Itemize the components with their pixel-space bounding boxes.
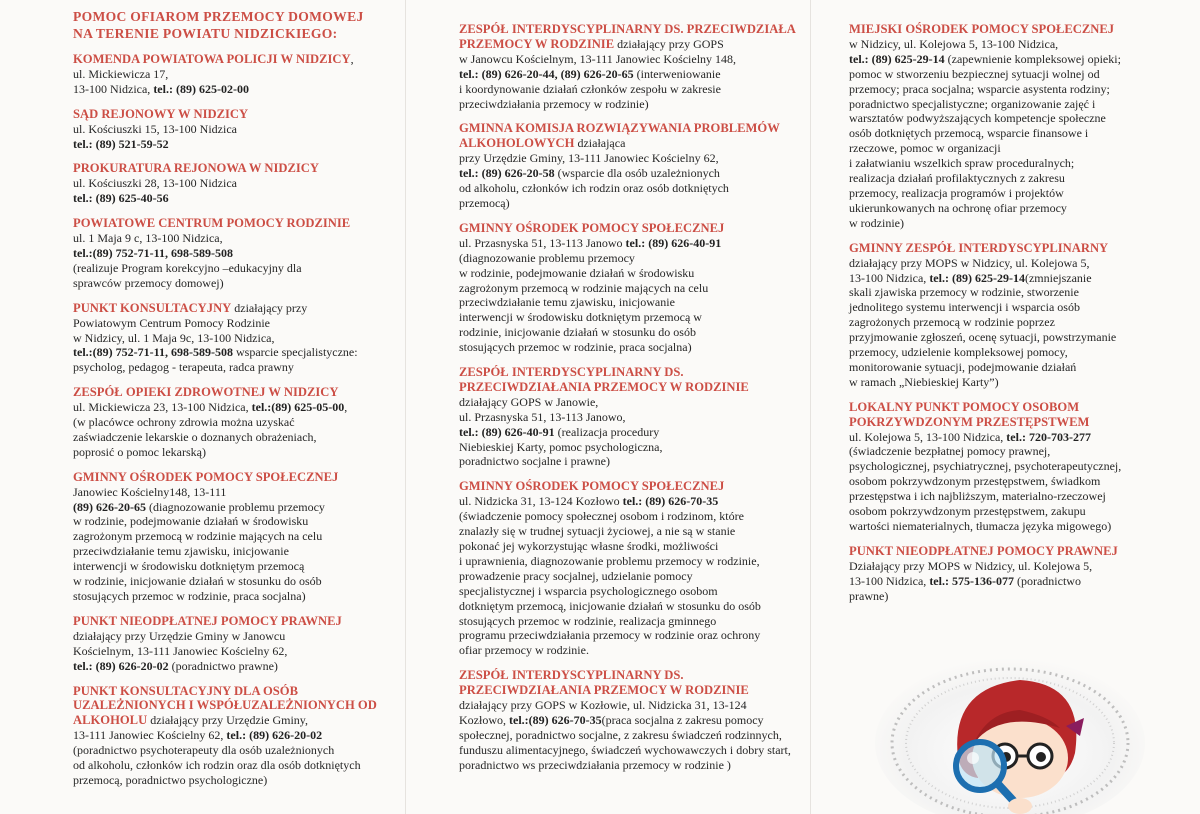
phone-number: (89) 626-20-02 bbox=[95, 658, 169, 673]
phone-number: 575-136-077 bbox=[951, 573, 1014, 588]
institution-address: ul. Przasnyska 51, 13-113 Janowo bbox=[459, 235, 623, 250]
column-2 bbox=[405, 0, 810, 814]
column1-entry-8 bbox=[73, 614, 389, 674]
institution-description: wsparcie specjalistyczne: psycholog, pedagog - terapeuta, radca prawny bbox=[73, 345, 358, 375]
institution-address: w Nidzicy, ul. Kolejowa 5, 13-100 Nidzica, bbox=[849, 36, 1059, 51]
column-1 bbox=[0, 0, 405, 814]
institution-name: ZESPÓŁ INTERDYSCYPLINARNY DS. PRZECIWDZIAŁANIA PRZEMOCY W RODZINIE bbox=[459, 365, 749, 394]
column3-entry-3 bbox=[849, 400, 1150, 534]
column2-entry-6 bbox=[459, 668, 796, 772]
phone-label: tel.: bbox=[226, 728, 250, 743]
institution-description: (realizacja procedury Niebieskiej Karty, pomoc psychologiczna, poradnictwo socjalne i prawne) bbox=[459, 424, 663, 469]
institution-name: ZESPÓŁ INTERDYSCYPLINARNY DS. PRZECIWDZIAŁANIA PRZEMOCY W RODZINIE bbox=[459, 668, 749, 698]
phone-label: tel.: bbox=[459, 424, 482, 439]
institution-name: GMINNY OŚRODEK POMOCY SPOŁECZNEJ bbox=[459, 220, 725, 235]
institution-name: GMINNY ZESPÓŁ INTERDYSCYPLINARNY bbox=[849, 240, 1109, 255]
institution-description: (realizuje Program korekcyjno –edukacyjny dla sprawców przemocy domowej) bbox=[73, 260, 302, 290]
magnifying-glass-girl-icon bbox=[870, 648, 1150, 814]
phone-label: tel.: bbox=[509, 712, 529, 727]
phone-number: (89) 626-40-91 bbox=[648, 235, 722, 250]
column2-entry-4 bbox=[459, 365, 796, 469]
institution-name: LOKALNY PUNKT POMOCY OSOBOM POKRZYWDZONYM PRZESTĘPSTWEM bbox=[849, 399, 1090, 429]
phone-label: tel.: bbox=[459, 166, 482, 181]
column1-entry-3 bbox=[73, 161, 389, 206]
phone-label: tel.: bbox=[153, 81, 176, 96]
phone-number: (89) 626-20-65 bbox=[73, 499, 146, 514]
institution-name: GMINNA KOMISJA ROZWIĄZYWANIA PROBLEMÓW ALKOHOLOWYCH bbox=[459, 121, 780, 151]
phone-number: (89) 625-40-56 bbox=[95, 191, 169, 206]
phone-number: 720-703-277 bbox=[1028, 429, 1091, 444]
institution-description: (zmniejszanie skali zjawiska przemocy w rodzinie, stworzenie jednolitego systemu interwencji i wsparcia osób zagrożonych przemocą w rodzinie poprzez przyjmowanie zgłoszeń, ocenę sytuacji, powstrzymanie przemocy, udzielenie kompleksowej pomocy, monitorowanie sytuacji, podejmowanie działań w ramach „Niebieskiej Karty”) bbox=[849, 270, 1117, 389]
institution-name: ZESPÓŁ OPIEKI ZDROWOTNEJ W NIDZICY bbox=[73, 385, 339, 400]
institution-address: działający przy Powiatowym Centrum Pomocy Rodzinie w Nidzicy, ul. 1 Maja 9c, 13-100 Nidzica, bbox=[73, 300, 308, 345]
phone-label: tel.: bbox=[73, 345, 93, 360]
column1-entry-4 bbox=[73, 216, 389, 291]
phone-number: (89) 626-40-91 bbox=[481, 424, 555, 439]
column-3-entries bbox=[849, 22, 1150, 604]
phone-number: (89) 521-59-52 bbox=[95, 136, 169, 151]
column1-entry-7 bbox=[73, 470, 389, 604]
institution-address: działający przy Urzędzie Gminy, 13-111 Janowiec Kościelny 62, bbox=[73, 713, 308, 743]
institution-description: (wsparcie dla osób uzależnionych od alkoholu, członków ich rodzin oraz osób dotkniętych przemocą) bbox=[459, 166, 729, 210]
phone-label: tel.: bbox=[73, 136, 96, 151]
phone-label: tel.: bbox=[459, 66, 482, 81]
column2-entry-3 bbox=[459, 221, 796, 355]
institution-address: ul. Mickiewicza 23, 13-100 Nidzica, bbox=[73, 400, 249, 415]
column3-entry-1 bbox=[849, 22, 1150, 231]
institution-address: działający przy Urzędzie Gminy w Janowcu Kościelnym, 13-111 Janowiec Kościelny 62, bbox=[73, 628, 288, 658]
phone-number: (89) 626-20-58 bbox=[481, 166, 555, 181]
institution-name: GMINNY OŚRODEK POMOCY SPOŁECZNEJ bbox=[73, 469, 339, 484]
phone-label: tel.: bbox=[849, 51, 872, 66]
column1-entry-5 bbox=[73, 301, 389, 376]
institution-address: działająca przy Urzędzie Gminy, 13-111 Janowiec Kościelny 62, bbox=[459, 136, 719, 166]
phone-number: (89) 626-70-35 bbox=[645, 494, 719, 509]
phone-number: (89) 625-29-14 bbox=[871, 51, 945, 66]
institution-address: ul. Kościuszki 15, 13-100 Nidzica bbox=[73, 121, 237, 136]
phone-number: (89) 626-70-35 bbox=[528, 712, 602, 727]
institution-description: (zapewnienie kompleksowej opieki; pomoc w stworzeniu bezpiecznej sytuacji wolnej od przemocy; praca socjalna; wsparcie asystenta rodziny; poradnictwo specjalistyczne; organizowanie zajęć i warsztatów podwyższających kompetencje społeczne osób dotkniętych przemocą, wsparcie finansowe i rzeczowe, pomoc w organizacji i załatwianiu wszelkich spraw proceduralnych; realizacja działań profilaktycznych z zakresu przemocy, realizacja programów i projektów ukierunkowanych na ochronę ofiar przemocy w rodzinie) bbox=[849, 51, 1121, 230]
phone-number: (89) 625-02-00 bbox=[175, 81, 249, 96]
institution-description: (poradnictwo prawne) bbox=[168, 658, 278, 673]
institution-name: KOMENDA POWIATOWA POLICJI W NIDZICY bbox=[73, 52, 351, 66]
column1-entry-1 bbox=[73, 52, 389, 97]
phone-label: tel.: bbox=[625, 235, 649, 250]
institution-description: (poradnictwo psychoterapeuty dla osób uzależnionych od alkoholu, członków ich rodzin oraz dla osób dotkniętych przemocą, poradnictwo psychologiczne) bbox=[73, 743, 361, 787]
institution-description: (interweniowanie i koordynowanie działań członków zespołu w zakresie przeciwdziałania przemocy w rodzinie) bbox=[459, 66, 721, 111]
institution-name: POWIATOWE CENTRUM POMOCY RODZINIE bbox=[73, 216, 351, 231]
phone-number: (89) 752-71-11, 698-589-508 bbox=[92, 345, 233, 360]
column1-entry-9 bbox=[73, 684, 389, 788]
phone-label: tel.: bbox=[929, 573, 952, 588]
institution-address: działający przy GOPS w Janowcu Kościelnym, 13-111 Janowiec Kościelny 148, bbox=[459, 36, 737, 66]
phone-number: (89) 625-29-14 bbox=[951, 270, 1025, 285]
institution-description: (praca socjalna z zakresu pomocy społecznej, poradnictwo socjalne, z zakresu świadczeń rodzinnych, funduszu alimentacyjnego, świadczeń wychowawczych i dobry start, poradnictwo ws przeciwdziałania przemocy w rodzinie ) bbox=[459, 712, 791, 772]
phone-number: (89) 626-20-02 bbox=[249, 728, 323, 743]
phone-number: (89) 625-05-00 bbox=[271, 400, 345, 415]
institution-address: działający przy MOPS w Nidzicy, ul. Kolejowa 5, 13-100 Nidzica, bbox=[849, 255, 1090, 285]
institution-address: działający przy GOPS w Kozłowie, ul. Nidzicka 31, 13-124 Kozłowo, bbox=[459, 698, 747, 727]
institution-name: ZESPÓŁ INTERDYSCYPLINARNY DS. PRZECIWDZIAŁA PRZEMOCY W RODZINIE bbox=[459, 22, 796, 51]
institution-address: ul. Kościuszki 28, 13-100 Nidzica bbox=[73, 176, 237, 191]
phone-label: tel.: bbox=[73, 191, 96, 206]
institution-name: PROKURATURA REJONOWA W NIDZICY bbox=[73, 161, 319, 176]
column3-entry-4 bbox=[849, 544, 1150, 604]
phone-label: tel.: bbox=[622, 494, 646, 509]
phone-number: (89) 626-20-44, (89) 626-20-65 bbox=[481, 66, 634, 81]
phone-label: tel.: bbox=[929, 270, 952, 285]
institution-address: ul. Nidzicka 31, 13-124 Kozłowo bbox=[459, 494, 620, 509]
phone-number: (89) 752-71-11, 698-589-508 bbox=[92, 245, 233, 260]
phone-label: tel.: bbox=[73, 658, 96, 673]
institution-address: , ul. Mickiewicza 17, 13-100 Nidzica, bbox=[73, 52, 354, 96]
column2-entry-2 bbox=[459, 121, 796, 210]
institution-description: (świadczenie pomocy społecznej osobom i rodzinom, które znalazły się w trudnej sytuacji życiowej, a nie są w stanie pokonać jej wykorzystując własne środki, możliwości i uprawnienia, diagnozowanie problemu przemocy w rodzinie, prowadzenie pracy socjalnej, udzielanie pomocy specjalistycznej i wsparcia psychologicznego osobom dotkniętym przemocą, inicjowanie działań w stosunku do osób stosujących przemoc w rodzinie, realizacja gminnego programu przeciwdziałania przemocy w rodzinie oraz ochrony ofiar przemocy w rodzinie. bbox=[459, 509, 761, 658]
column1-entry-6 bbox=[73, 385, 389, 460]
column3-entry-2 bbox=[849, 241, 1150, 390]
institution-name: GMINNY OŚRODEK POMOCY SPOŁECZNEJ bbox=[459, 479, 725, 494]
institution-name: SĄD REJONOWY W NIDZICY bbox=[73, 106, 249, 121]
phone-label: tel.: bbox=[73, 245, 93, 260]
institution-address: ul. Kolejowa 5, 13-100 Nidzica, bbox=[849, 429, 1004, 444]
institution-address: Janowiec Kościelny148, 13-111 bbox=[73, 484, 227, 499]
institution-name: PUNKT KONSULTACYJNY bbox=[73, 300, 232, 315]
column-2-entries bbox=[459, 22, 796, 773]
leaflet-heading: POMOC OFIAROM PRZEMOCY DOMOWEJ NA TERENIE POWIATU NIDZICKIEGO: bbox=[73, 9, 364, 41]
institution-description: (świadczenie bezpłatnej pomocy prawnej, psychologicznej, psychiatrycznej, psychoterapeutycznej, osobom pokrzywdzonym przestępstwem, świadkom przestępstwa i ich najbliższym, materialno-rzeczowej osobom pokrzywdzonym przestępstwem, zakupu wartości niematerialnych, tłumacza języka migowego) bbox=[849, 444, 1122, 533]
institution-name: PUNKT NIEODPŁATNEJ POMOCY PRAWNEJ bbox=[73, 613, 342, 628]
institution-address: Działający przy MOPS w Nidzicy, ul. Kolejowa 5, 13-100 Nidzica, bbox=[849, 558, 1093, 588]
column-1-entries bbox=[73, 52, 389, 788]
column2-entry-5 bbox=[459, 479, 796, 658]
institution-address: działający GOPS w Janowie, ul. Przasnyska 51, 13-113 Janowo, bbox=[459, 394, 626, 424]
column2-entry-1 bbox=[459, 22, 796, 111]
institution-description: , (w placówce ochrony zdrowia można uzyskać zaświadczenie lekarskie o doznanych obrażeniach, poprosić o pomoc lekarską) bbox=[73, 400, 348, 459]
institution-description: (diagnozowanie problemu przemocy w rodzinie, podejmowanie działań w środowisku zagrożonym przemocą w rodzinie mających na celu przeciwdziałanie temu zjawisku, inicjowanie interwencji w środowisku dotkniętym przemocą w rodzinie, inicjowanie działań w stosunku do osób stosujących przemoc w rodzinie, praca socjalna) bbox=[73, 499, 325, 603]
institution-address: ul. 1 Maja 9 c, 13-100 Nidzica, bbox=[73, 231, 223, 246]
institution-name: MIEJSKI OŚRODEK POMOCY SPOŁECZNEJ bbox=[849, 22, 1115, 36]
column1-entry-2 bbox=[73, 107, 389, 152]
institution-name: PUNKT NIEODPŁATNEJ POMOCY PRAWNEJ bbox=[849, 543, 1118, 558]
phone-label: tel.: bbox=[251, 400, 272, 415]
institution-name: PUNKT KONSULTACYJNY DLA OSÓB UZALEŻNIONYCH I WSPÓŁUZALEŻNIONYCH OD ALKOHOLU bbox=[73, 683, 377, 728]
institution-description: (diagnozowanie problemu przemocy w rodzinie, podejmowanie działań w środowisku zagrożonym przemocą w rodzinie mających na celu przeciwdziałanie temu zjawisku, inicjowanie interwencji w środowisku dotkniętym przemocą w rodzinie, inicjowanie działań w stosunku do osób stosujących przemoc w rodzinie, praca socjalna) bbox=[459, 250, 709, 355]
phone-label: tel.: bbox=[1006, 429, 1029, 444]
institution-description: (poradnictwo prawne) bbox=[849, 573, 1081, 603]
